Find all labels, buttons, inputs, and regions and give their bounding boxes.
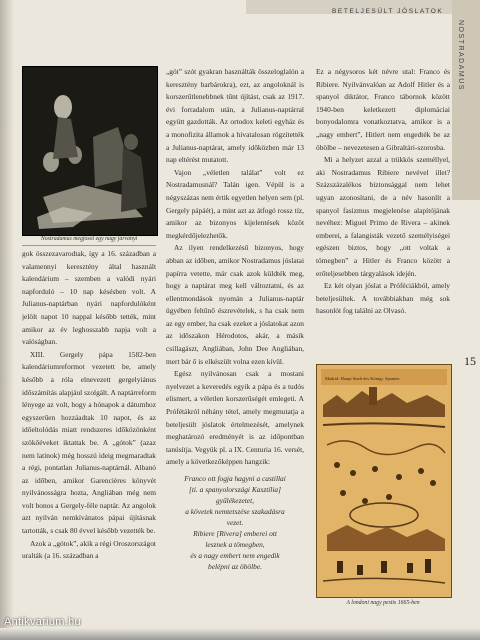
spine-shadow (0, 0, 14, 640)
quote-line: gyűlékezetet, (216, 496, 254, 505)
figure-plague-scene (22, 66, 158, 236)
figure1-caption: Nostradamus megjósol egy nagy járványt (22, 234, 156, 246)
paragraph: Ez két olyan jóslat a Próféciákból, amely beteljesültek. A továbbiakban még sok hasonlót fog találni az Olvasó. (316, 281, 450, 316)
text-column-1 (22, 248, 156, 628)
paragraph: Az ilyen rendelkezésű bizonyos, hogy abban az időben, amikor Nostradamus jóslatai papírra vetette, már csak azok küldték meg, hogy a naptárat meg kell változtatni, és az ellentmondások nyomán a Julianus-naptár ügyében feltűnő észrevételek, s ha csak nem az egy ember, ha csak ezeket a jóslatokat azon az időszakon Hérodotos, akár, a másik csillagászt, Angliában, John Dee Angliában, mert bár ő is elkészült volna ezen kívül. (166, 243, 304, 366)
quote-line: vezet. (226, 518, 244, 527)
paragraph: Mi a helyzet azzal a trükkös személlyel, aki Nostradamus Ribiere nevével illet? Százszázalékos biztonsággal nem lehet ugyan azonosítani, de a név hasonlít a spanyol fasizmus megjelenése alapítójának nevéhez: Miguel Primo de Rivera – akinek emberei, a falangisták vezető személyiségei egészen biztos, hogy „ott voltak a tömegben” a Hitler és Franco között a erőteljesebben tárgyalások idején. (316, 155, 450, 278)
watermark: Antikvarium.hu (4, 616, 81, 628)
running-head: BETELJESÜLT JÓSLATOK (332, 8, 444, 15)
paragraph: Egész nyilvánosan csak a mostani nyelvezet a keveredés egyik a pápa és a tudós elismert, a véletlen korszerűségét emlegeti. A Prófétákról néhány tétel, amely megmutatja a beteljesült jóslatok értelmezését, amelynek meghatározó eredményét is az időpontban tanúsítja. Vegyük pl. a IX. Centuria 16. versét, amely a következőképpen hangzik: (166, 369, 304, 467)
thumb-tab-label: NOSTRADAMUS (457, 20, 464, 91)
text-column-2 (166, 66, 304, 604)
quote-line: [ti. a spanyolországi Kasztília] (189, 485, 281, 494)
page-number: 15 (464, 354, 476, 368)
engraving-inscription: Madrid: Haupt Stadt des Königr. Spanien (325, 376, 400, 381)
bottom-shadow (0, 628, 480, 640)
figure-london-plague (316, 364, 452, 598)
quote-line: Ribiere [Rivera] emberei ott (193, 529, 277, 538)
figure2-caption: A londoni nagy pestis 1665-ben (346, 600, 420, 606)
paragraph: Ez a négysoros két névre utal: Franco és Ribiere. Nyilvánvalóan az Adolf Hitler és a spanyol diktátor, Franco tábornok között 1940-ben keletkezett diplomáciai bonyodalomra vonatkoztatva, amikor is a „nagy embert”, Hitlert nem engedték be az öbölbe – nevezetesen a Gibraltári-szorosba. (316, 67, 450, 152)
paragraph: Vajon „véletlen találat” volt ez Nostradamusnál? Talán igen. Vépül is a négyszázas nem értik egyetlen helyen sem (pl. Gergely pápáét), a mint azt az átfogó rossz tíz, amikor az bizonyos kijelentések közöt megkérdőjelezhetők. (166, 167, 304, 240)
paragraph: Azok a „gótok”, akik a régi Oroszországot uralták (a 16. században a (22, 538, 156, 561)
quote-line: belépni az öbölbe. (208, 562, 262, 571)
quote-line: és a nagy embert nem engedik (190, 551, 280, 560)
engraving-illustration (23, 67, 157, 235)
london-plague-engraving (317, 365, 451, 597)
paragraph: „gót” szót gyakran használták összeloglalón a keresztény barbárokra), ezt, az angoloknál is korszerűtlenebbnek tűnt újítást, csak az 1917. évi forradalom után, a Julianus-naptárral együtt gazdották. Az ortodox keleti egyház és a monofizita államok a hivatalosan rögzítették a Julianus-naptárat, amely időközben már 13 nap eltérést mutatott. (166, 67, 304, 165)
quote-line: a követek nemtetszése szakadásra (185, 507, 285, 516)
quote-line: lesznek a tömegben, (205, 540, 265, 549)
quote-line: Franco ott fogja hagyni a castillai (184, 474, 286, 483)
text-column-3 (316, 66, 450, 350)
quatrain-quote (166, 473, 304, 572)
paragraph: gok összezavarodtak, így a 16. században a valamennyi keresztény által használt kalendárium – szemben a valódi nyári napforduló – 10 nap késésben volt. A Julianus-naptárban nyári napfordulóként jelölt napot 10 nappal később tették, mint amikor az év leghosszabb napja volt a valóságban. (22, 249, 156, 347)
paragraph: XIII. Gergely pápa 1582-ben kalendáriumreformot vezetett be, amely később a róla elnevezett gergelyiánus időszámítás alapjául szolgált. A naptárreform lényege az volt, hogy a hónapok a dátumhoz egyszerűen hozzáadtak 10 napot, és az időeltolódás miatt rendszeres időközönként szökőéveket iktattak be. A „gótok” (azaz nem latinok) még hosszú ideig megmaradtak a régi, pontatlan Julianus-naptárnál. Albanó az időben, amikor Garencières könyvét nyilvánosságra hozta, Angliában még nem volt bonos a Gergely-féle naptár. Az angolok azt nyilván nemkívánatos pápai újításnak tartották, s csak 80 évvel később vezették be. (22, 349, 156, 536)
